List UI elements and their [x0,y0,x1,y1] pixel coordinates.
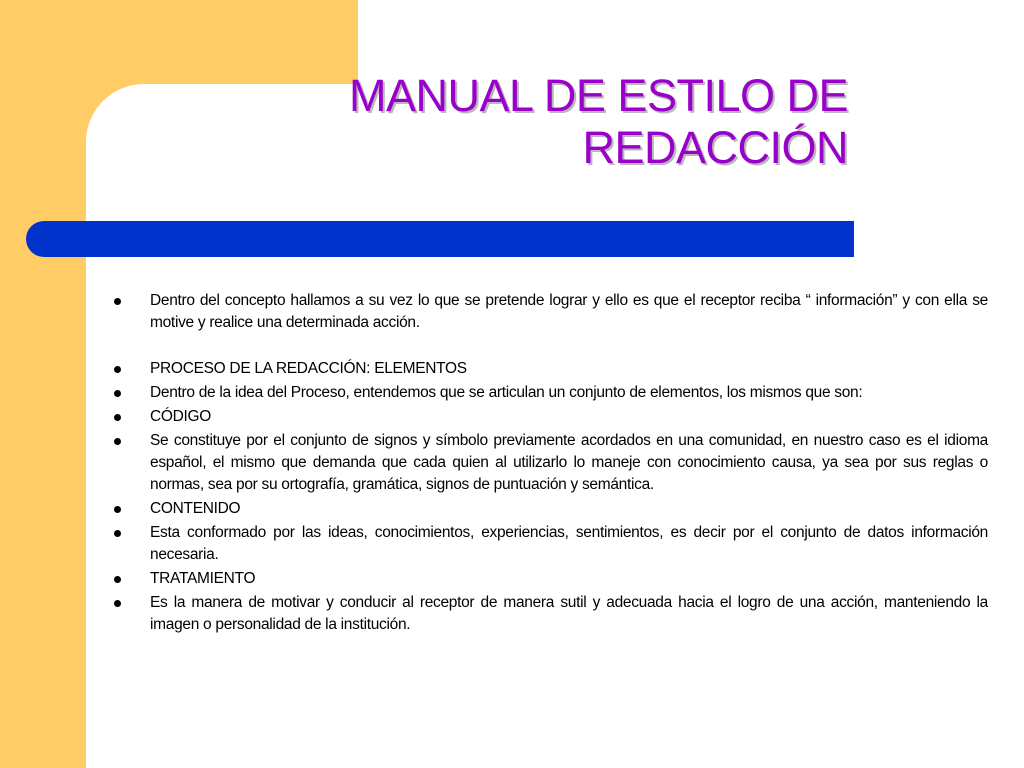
bullet-item [114,592,988,636]
bullet-text: Es la manera de motivar y conducir al receptor de manera sutil y adecuada hacia el logro de una acción, manteniendo la imagen o personalidad de la institución. [150,594,988,633]
bullet-text: Esta conformado por las ideas, conocimientos, experiencias, sentimientos, es decir por el conjunto de datos información necesaria. [150,524,988,563]
bullet-dot-icon [114,600,121,607]
bullet-item [114,498,988,520]
bullet-dot-icon [114,530,121,537]
slide-title-line-1: MANUAL DE ESTILO DE [349,70,848,121]
slide-title-line-2: REDACCIÓN [582,122,848,173]
bullet-item [114,568,988,590]
bullet-text: Dentro del concepto hallamos a su vez lo que se pretende lograr y ello es que el receptor reciba “ información” y con ella se motive y realice una determinada acción. [150,292,988,331]
bullet-dot-icon [114,390,121,397]
bullet-text: PROCESO DE LA REDACCIÓN: ELEMENTOS [150,360,467,377]
bullet-dot-icon [114,438,121,445]
bullet-text: TRATAMIENTO [150,570,256,587]
bullet-text: Dentro de la idea del Proceso, entendemos que se articulan un conjunto de elementos, los mismos que son: [150,384,863,401]
bullet-dot-icon [114,414,121,421]
bullet-dot-icon [114,576,121,583]
bullet-item [114,382,988,404]
title-rule-bar [26,221,854,257]
bullet-text: CONTENIDO [150,500,241,517]
bullet-list [114,290,988,638]
bullet-dot-icon [114,298,121,305]
bullet-item [114,522,988,566]
bullet-dot-icon [114,366,121,373]
bullet-text: Se constituye por el conjunto de signos y símbolo previamente acordados en una comunidad, en nuestro caso es el idioma español, el mismo que demanda que cada quien al utilizarlo lo maneje con conocimiento causa, ya sea por sus reglas o normas, sea por su ortografía, gramática, signos de puntuación y semántica. [150,432,988,493]
bullet-item [114,430,988,496]
bullet-dot-icon [114,506,121,513]
bullet-item [114,406,988,428]
bullet-item [114,358,988,380]
bullet-text: CÓDIGO [150,408,212,425]
slide-title [349,70,848,174]
bullet-item [114,290,988,334]
